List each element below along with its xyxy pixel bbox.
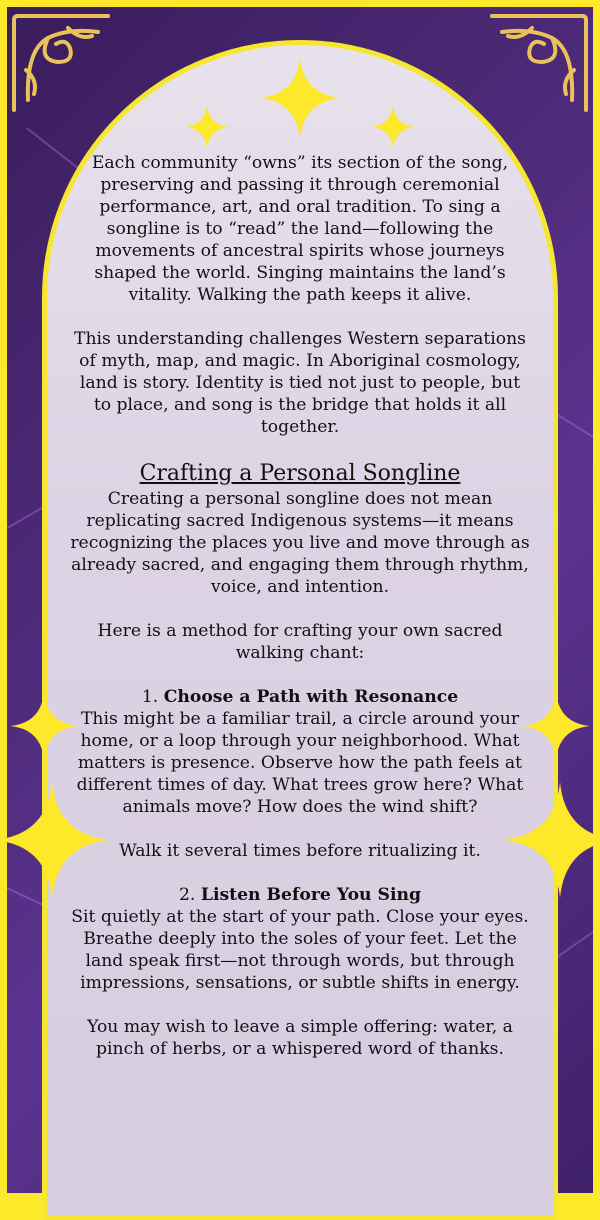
paragraph: Creating a personal songline does not mean replicating sacred Indigenous systems—it means recognizing the places you live and move through as already sacred, and engaging them through rhythm, voice, and intention. <box>70 489 530 597</box>
sparkle-star-icon <box>520 690 592 762</box>
article-body <box>70 152 530 1060</box>
ornament-corner-icon <box>482 10 592 120</box>
sparkle-star-icon <box>370 104 416 150</box>
step-body: Sit quietly at the start of your path. Close your eyes. Breathe deeply into the soles of your feet. Let the land speak first—not through words, but through impressions, sensations, or subtle shifts in energy. <box>71 907 529 993</box>
step-note: Walk it several times before ritualizing it. <box>119 841 481 861</box>
step-note: You may wish to leave a simple offering: water, a pinch of herbs, or a whispered word of thanks. <box>87 1017 513 1059</box>
paragraph: Here is a method for crafting your own sacred walking chant: <box>97 621 503 663</box>
paragraph: Each community “owns” its section of the song, preserving and passing it through ceremonial performance, art, and oral tradition. To sing a songline is to “read” the land—following the movements of ancestral spirits whose journeys shaped the world. Singing maintains the land’s vitality. Walking the path keeps it alive. <box>91 153 509 305</box>
step-title <box>70 884 530 906</box>
step-number: 1. <box>141 687 159 707</box>
step-body: This might be a familiar trail, a circle around your home, or a loop through your neighborhood. What matters is presence. Observe how the path feels at different times of day. What trees grow here? What animals move? How does the wind shift? <box>76 709 524 817</box>
step-number: 2. <box>179 885 196 905</box>
step-title-text: Listen Before You Sing <box>200 885 421 905</box>
paragraph: This understanding challenges Western separations of myth, map, and magic. In Aboriginal cosmology, land is story. Identity is tied not just to people, but to place, and song is the bridge that holds it all together. <box>74 329 526 437</box>
section-heading: Crafting a Personal Songline <box>139 461 461 486</box>
sparkle-star-icon <box>258 56 342 140</box>
step-title-text: Choose a Path with Resonance <box>163 687 459 707</box>
sparkle-star-icon <box>184 104 230 150</box>
ornament-corner-icon <box>8 10 118 120</box>
step-title <box>70 686 530 708</box>
